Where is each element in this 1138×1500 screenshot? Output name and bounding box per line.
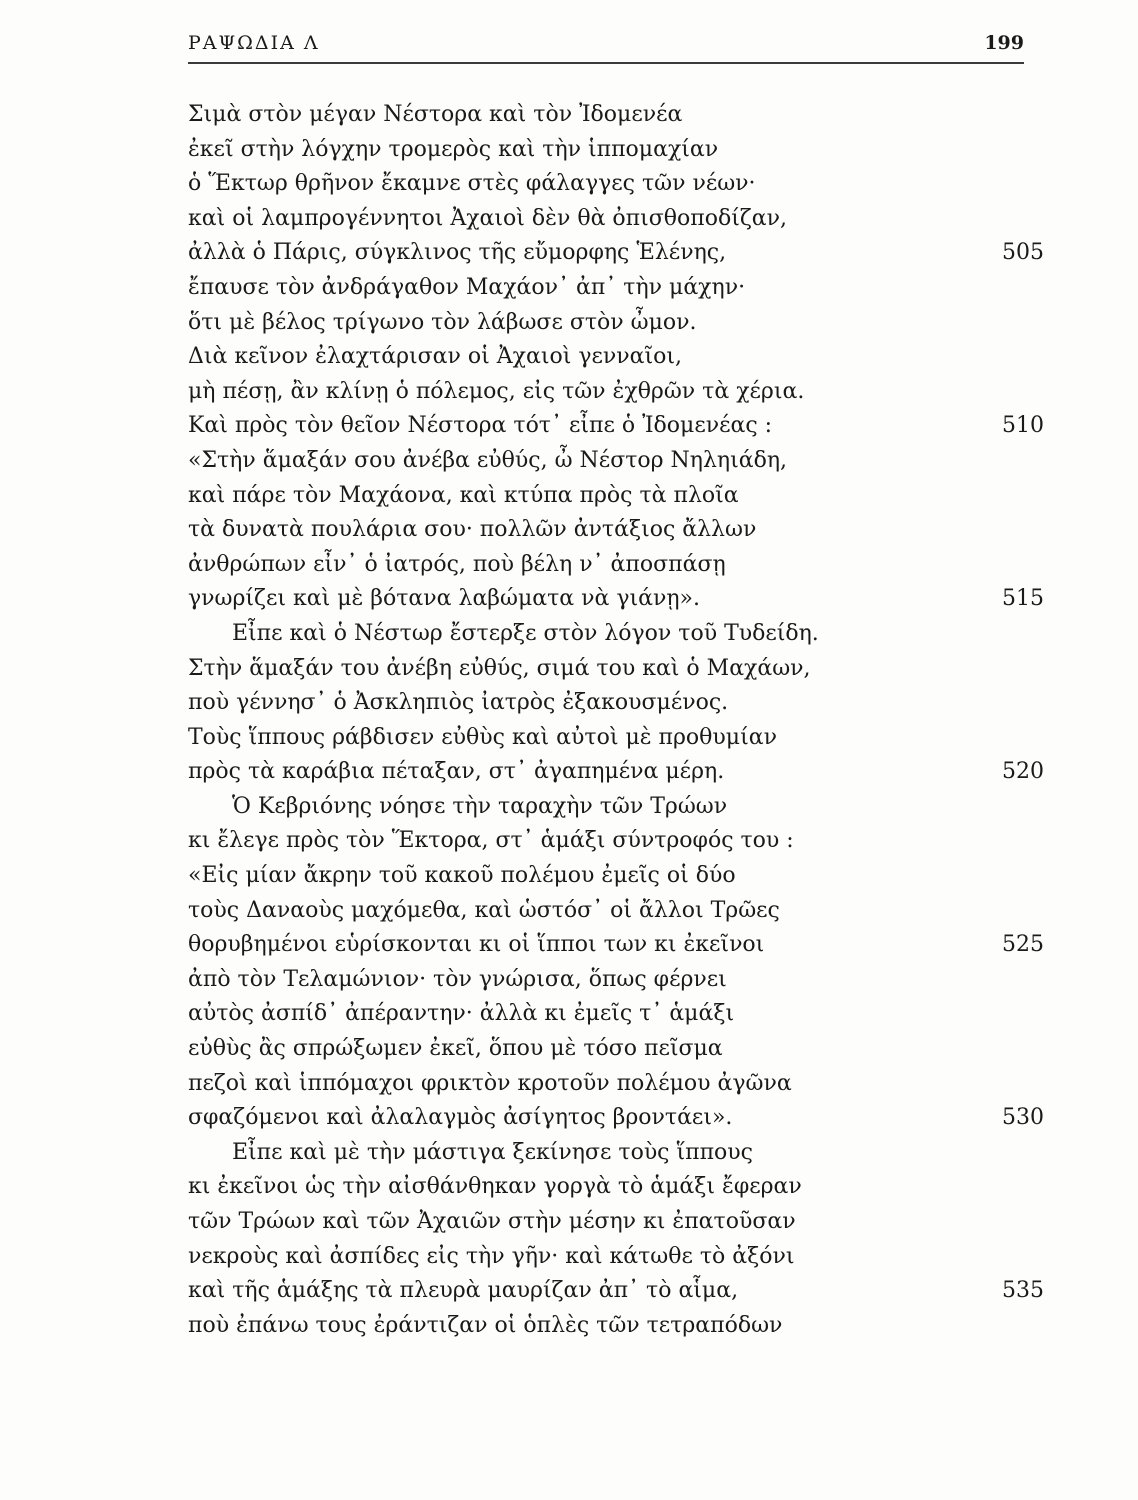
verse-text: ἀλλὰ ὁ Πάρις, σύγκλινος τῆς εὔμορφης Ἑλένης, [188, 240, 727, 266]
verse-line [188, 582, 1048, 617]
verse-text: Σιμὰ στὸν μέγαν Νέστορα καὶ τὸν Ἰδομενέα [188, 102, 683, 127]
verse-line [188, 755, 1048, 790]
line-number: 525 [1002, 932, 1044, 958]
verse-text: ἔπαυσε τὸν ἀνδράγαθον Μαχάον᾽ ἀπ᾽ τὴν μάχην· [188, 274, 746, 300]
line-number: 535 [1002, 1278, 1044, 1304]
verse-text: θορυβημένοι εὑρίσκονται κι οἱ ἵπποι των κι ἐκεῖνοι [188, 932, 765, 958]
verse-line [188, 479, 1048, 514]
verse-text: «Εἰς μίαν ἄκρην τοῦ κακοῦ πολέμου ἐμεῖς οἱ δύο [188, 863, 736, 889]
verse-text: ἐκεῖ στὴν λόγχην τρομερὸς καὶ τὴν ἱππομαχίαν [188, 136, 719, 162]
verse-line [188, 306, 1048, 341]
verse-text: γνωρίζει καὶ μὲ βότανα λαβώματα νὰ γιάνῃ». [188, 586, 700, 612]
verse-line [188, 928, 1048, 963]
verse-line [188, 444, 1048, 479]
line-number: 515 [1002, 586, 1044, 612]
line-number: 510 [1002, 413, 1044, 439]
verse-text: τὰ δυνατὰ πουλάρια σου· πολλῶν ἀντάξιος ἄλλων [188, 517, 757, 543]
verse-text: εὐθὺς ἂς σπρώξωμεν ἐκεῖ, ὅπου μὲ τόσο πεῖσμα [188, 1036, 723, 1062]
line-number: 505 [1002, 240, 1044, 266]
verse-line [188, 1274, 1048, 1309]
verse-list [188, 98, 1048, 1343]
verse-text: ἀνθρώπων εἶν᾽ ὁ ἰατρός, ποὺ βέλη ν᾽ ἀποσπάσῃ [188, 551, 726, 577]
verse-line [188, 1240, 1048, 1275]
line-number: 530 [1002, 1105, 1044, 1131]
verse-line [188, 1067, 1048, 1102]
verse-text: Εἶπε καὶ ὁ Νέστωρ ἔστερξε στὸν λόγον τοῦ Τυδείδη. [232, 620, 819, 646]
verse-text: πρὸς τὰ καράβια πέταξαν, στ᾽ ἀγαπημένα μέρη. [188, 759, 725, 785]
verse-text: καὶ οἱ λαμπρογέννητοι Ἀχαιοὶ δὲν θὰ ὀπισθοποδίζαν, [188, 205, 787, 231]
verse-line [188, 1032, 1048, 1067]
verse-text: μὴ πέσῃ, ἂν κλίνῃ ὁ πόλεμος, εἰς τῶν ἐχθρῶν τὰ χέρια. [188, 378, 805, 404]
verse-line [188, 894, 1048, 929]
verse-text: νεκροὺς καὶ ἀσπίδες εἰς τὴν γῆν· καὶ κάτωθε τὸ ἀξόνι [188, 1243, 795, 1269]
verse-text: κι ἔλεγε πρὸς τὸν Ἕκτορα, στ᾽ ἁμάξι σύντροφός του : [188, 828, 794, 854]
verse-text: Στὴν ἅμαξάν του ἀνέβη εὐθύς, σιμά του καὶ ὁ Μαχάων, [188, 655, 811, 681]
verse-line [188, 548, 1048, 583]
verse-line [188, 98, 1048, 133]
header-rule [188, 62, 1024, 64]
verse-text: σφαζόμενοι καὶ ἀλαλαγμὸς ἀσίγητος βροντάει». [188, 1105, 733, 1131]
verse-line [188, 617, 1048, 652]
line-number: 520 [1002, 759, 1044, 785]
verse-text: ποὺ γέννησ᾽ ὁ Ἀσκληπιὸς ἰατρὸς ἐξακουσμένος. [188, 690, 729, 716]
verse-line [188, 340, 1048, 375]
verse-text: καὶ πάρε τὸν Μαχάονα, καὶ κτύπα πρὸς τὰ πλοῖα [188, 482, 739, 508]
verse-text: τῶν Τρώων καὶ τῶν Ἀχαιῶν στὴν μέσην κι ἐπατοῦσαν [188, 1209, 796, 1234]
verse-line [188, 652, 1048, 687]
running-head [188, 28, 1024, 62]
verse-line [188, 271, 1048, 306]
verse-text: Διὰ κεῖνον ἐλαχτάρισαν οἱ Ἀχαιοὶ γενναῖοι, [188, 344, 682, 370]
verse-text: καὶ τῆς ἁμάξης τὰ πλευρὰ μαυρίζαν ἀπ᾽ τὸ αἷμα, [188, 1278, 739, 1304]
verse-line [188, 997, 1048, 1032]
verse-text: Καὶ πρὸς τὸν θεῖον Νέστορα τότ᾽ εἶπε ὁ Ἰδομενέας : [188, 413, 773, 439]
running-title: ΡΑΨΩΔΙΑ Λ [188, 32, 320, 54]
verse-text: πεζοὶ καὶ ἱππόμαχοι φρικτὸν κροτοῦν πολέμου ἀγῶνα [188, 1070, 792, 1096]
verse-line [188, 167, 1048, 202]
verse-line [188, 963, 1048, 998]
verse-line [188, 236, 1048, 271]
verse-line [188, 1101, 1048, 1136]
verse-line [188, 375, 1048, 410]
verse-text: Εἶπε καὶ μὲ τὴν μάστιγα ξεκίνησε τοὺς ἵππους [232, 1139, 753, 1165]
verse-text: ὁ Ἕκτωρ θρῆνον ἔκαμνε στὲς φάλαγγες τῶν νέων· [188, 171, 756, 197]
page-number: 199 [984, 32, 1024, 54]
verse-text: ἀπὸ τὸν Τελαμώνιον· τὸν γνώρισα, ὅπως φέρνει [188, 966, 727, 992]
verse-line [188, 409, 1048, 444]
verse-line [188, 1136, 1048, 1171]
verse-line [188, 133, 1048, 168]
verse-line [188, 824, 1048, 859]
verse-line [188, 1309, 1048, 1344]
verse-text: αὐτὸς ἀσπίδ᾽ ἀπέραντην· ἀλλὰ κι ἐμεῖς τ᾽ ἁμάξι [188, 1001, 735, 1027]
verse-line [188, 1170, 1048, 1205]
verse-line [188, 202, 1048, 237]
verse-line [188, 721, 1048, 756]
verse-line [188, 513, 1048, 548]
verse-text: κι ἐκεῖνοι ὡς τὴν αἰσθάνθηκαν γοργὰ τὸ ἁμάξι ἔφεραν [188, 1174, 802, 1200]
verse-text: ποὺ ἐπάνω τους ἐράντιζαν οἱ ὁπλὲς τῶν τετραπόδων [188, 1312, 783, 1338]
verse-text: Τοὺς ἵππους ράβδισεν εὐθὺς καὶ αὐτοὶ μὲ προθυμίαν [188, 724, 777, 750]
verse-line [188, 686, 1048, 721]
verse-line [188, 790, 1048, 825]
verse-text: τοὺς Δαναοὺς μαχόμεθα, καὶ ὡστόσ᾽ οἱ ἄλλοι Τρῶες [188, 897, 780, 923]
verse-text: ὅτι μὲ βέλος τρίγωνο τὸν λάβωσε στὸν ὦμον. [188, 309, 697, 335]
verse-line [188, 859, 1048, 894]
verse-line [188, 1205, 1048, 1240]
verse-text: «Στὴν ἅμαξάν σου ἀνέβα εὐθύς, ὦ Νέστορ Νηληιάδη, [188, 447, 788, 473]
verse-text: Ὁ Κεβριόνης νόησε τὴν ταραχὴν τῶν Τρώων [232, 793, 728, 819]
